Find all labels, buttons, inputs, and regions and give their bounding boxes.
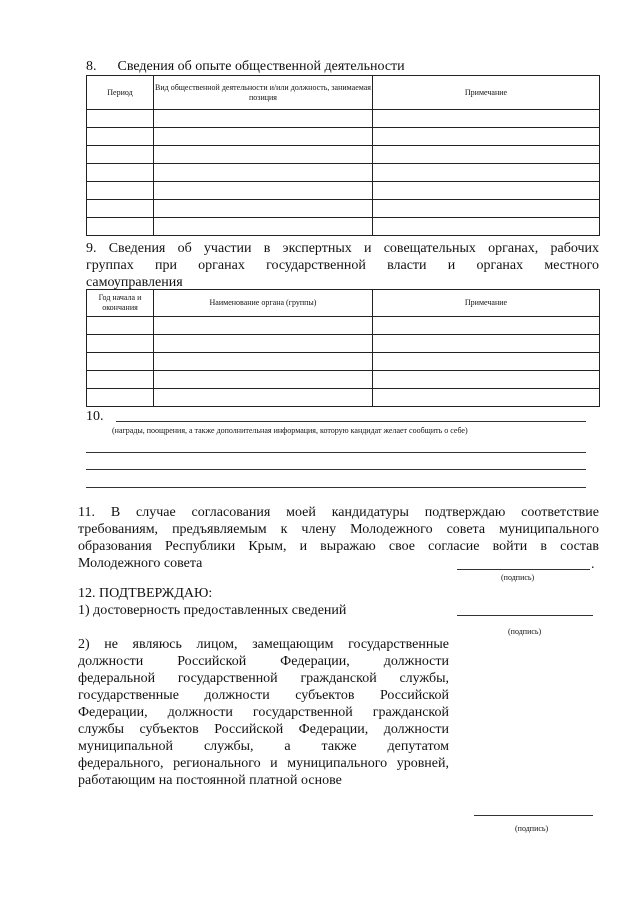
header-period: Период — [87, 76, 154, 110]
header-organ: Наименование органа (группы) — [154, 290, 373, 317]
item2-line: муниципальной службы, а также депутатом — [78, 739, 449, 754]
table-row — [87, 218, 600, 236]
cell-organ[interactable] — [154, 371, 373, 389]
section9-header-row — [87, 290, 600, 317]
cell-activity[interactable] — [154, 182, 373, 200]
cell-organ[interactable] — [154, 353, 373, 371]
table-row — [87, 128, 600, 146]
section10-line[interactable] — [86, 487, 586, 488]
section11-line: Молодежного совета — [78, 556, 203, 571]
cell-period[interactable] — [87, 200, 154, 218]
item2-signature-caption: (подпись) — [515, 824, 549, 833]
section10-line[interactable] — [86, 469, 586, 470]
cell-organ[interactable] — [154, 335, 373, 353]
section10-caption: (награды, поощрения, а также дополнительная информация, которую кандидат желает сообщить о себе) — [112, 426, 468, 435]
item2-line: государственные должности субъектов Российской — [78, 688, 449, 703]
item2-line: федерального, регионального и муниципального уровней, — [78, 756, 449, 771]
header-years: Год начала и окончания — [87, 290, 154, 317]
section8-title: Сведения об опыте общественной деятельности — [117, 59, 405, 74]
cell-organ[interactable] — [154, 317, 373, 335]
section9-line: группах при органах государственной власти и органах местного — [86, 258, 599, 273]
section12-item1: 1) достоверность предоставленных сведений — [78, 603, 347, 618]
section11-line: требованиям, предъявляемым к члену Молодежного совета муниципального — [78, 522, 599, 537]
cell-note[interactable] — [373, 317, 600, 335]
section9-line: самоуправления — [86, 275, 183, 290]
table-row — [87, 353, 600, 371]
table-row — [87, 389, 600, 407]
section11-end-mark: . — [591, 557, 595, 572]
cell-activity[interactable] — [154, 218, 373, 236]
cell-activity[interactable] — [154, 110, 373, 128]
header-note: Примечание — [373, 290, 600, 317]
section8-heading — [86, 58, 405, 75]
table-row — [87, 146, 600, 164]
section11-line: образования Республики Крым, и выражаю свое согласие войти в состав — [78, 539, 599, 554]
cell-years[interactable] — [87, 389, 154, 407]
cell-note[interactable] — [373, 371, 600, 389]
item2-signature-line[interactable] — [474, 815, 593, 816]
item2-line: Федерации, должности государственной гражданской — [78, 705, 449, 720]
section11-line: 11. В случае согласования моей кандидатуры подтверждаю соответствие — [78, 505, 599, 520]
section11-text — [78, 504, 599, 572]
item2-line: службы субъектов Российской Федерации, должности — [78, 722, 449, 737]
table-row — [87, 182, 600, 200]
table-row — [87, 200, 600, 218]
section10-line[interactable] — [86, 452, 586, 453]
cell-years[interactable] — [87, 317, 154, 335]
item1-signature-caption: (подпись) — [508, 627, 542, 636]
section9-heading — [86, 240, 599, 291]
cell-note[interactable] — [373, 182, 600, 200]
cell-note[interactable] — [373, 146, 600, 164]
cell-note[interactable] — [373, 218, 600, 236]
cell-period[interactable] — [87, 110, 154, 128]
cell-years[interactable] — [87, 353, 154, 371]
table-row — [87, 164, 600, 182]
section12-title: 12. ПОДТВЕРЖДАЮ: — [78, 586, 213, 601]
section10-number: 10. — [86, 409, 104, 424]
table-row — [87, 110, 600, 128]
cell-note[interactable] — [373, 353, 600, 371]
section8-number: 8. — [86, 59, 97, 74]
table-row — [87, 371, 600, 389]
section8-table — [86, 75, 600, 236]
cell-organ[interactable] — [154, 389, 373, 407]
section12-item2 — [78, 636, 449, 789]
cell-activity[interactable] — [154, 146, 373, 164]
item2-line: должности Российской Федерации, должности — [78, 654, 449, 669]
header-note: Примечание — [373, 76, 600, 110]
cell-years[interactable] — [87, 335, 154, 353]
cell-period[interactable] — [87, 146, 154, 164]
section9-line: 9. Сведения об участии в экспертных и совещательных органах, рабочих — [86, 241, 599, 256]
table-row — [87, 335, 600, 353]
cell-activity[interactable] — [154, 128, 373, 146]
cell-activity[interactable] — [154, 200, 373, 218]
cell-period[interactable] — [87, 182, 154, 200]
cell-note[interactable] — [373, 389, 600, 407]
table-row — [87, 317, 600, 335]
item1-signature-line[interactable] — [457, 615, 593, 616]
cell-note[interactable] — [373, 200, 600, 218]
cell-activity[interactable] — [154, 164, 373, 182]
item2-line: федеральной государственной гражданской службы, — [78, 671, 449, 686]
cell-years[interactable] — [87, 371, 154, 389]
section11-signature-line[interactable] — [457, 569, 590, 570]
cell-note[interactable] — [373, 335, 600, 353]
cell-period[interactable] — [87, 164, 154, 182]
item2-line: работающим на постоянной платной основе — [78, 773, 342, 788]
section11-signature-caption: (подпись) — [501, 573, 535, 582]
section10-line[interactable] — [116, 421, 586, 422]
header-activity: Вид общественной деятельности и/или должность, занимаемая позиция — [154, 76, 373, 110]
section8-header-row — [87, 76, 600, 110]
section9-table — [86, 289, 600, 407]
cell-note[interactable] — [373, 110, 600, 128]
cell-period[interactable] — [87, 128, 154, 146]
cell-note[interactable] — [373, 128, 600, 146]
cell-period[interactable] — [87, 218, 154, 236]
item2-line: 2) не являюсь лицом, замещающим государственные — [78, 637, 449, 652]
cell-note[interactable] — [373, 164, 600, 182]
